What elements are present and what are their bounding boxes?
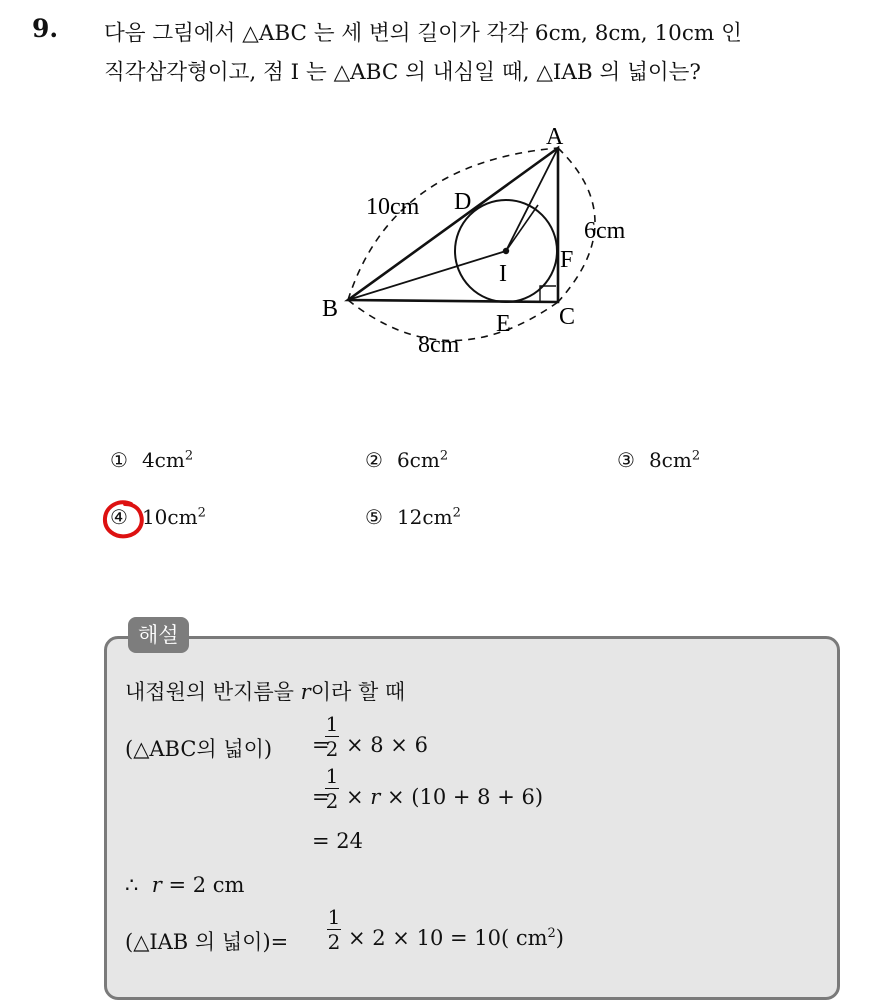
choice-5-exponent: 2 [452, 505, 461, 521]
solution-expr-3-close: ) [555, 926, 564, 950]
incenter-point [503, 248, 509, 254]
segment-ia [506, 148, 558, 251]
question-text-line-2: 직각삼각형이고, 점 I 는 △ABC 의 내심일 때, △IAB 의 넓이는? [104, 60, 701, 85]
choice-1-value: 4cm [141, 448, 185, 472]
question-text-line-1: 다음 그림에서 △ABC 는 세 변의 길이가 각각 6cm, 8cm, 10cm 인 [104, 21, 742, 46]
solution-eq-1: = [312, 733, 330, 757]
solution-frac-1 [324, 712, 340, 761]
solution-frac-2-num: 1 [325, 764, 339, 788]
solution-iab-label: (△IAB 의 넓이)= [125, 930, 289, 954]
label-e: E [496, 311, 511, 337]
solution-expr-3-exp: 2 [547, 926, 556, 941]
choice-4-exponent: 2 [197, 505, 206, 521]
segment-ib [348, 251, 506, 300]
label-c: C [559, 304, 576, 330]
triangle-abc [348, 148, 558, 302]
solution-area-label: (△ABC의 넓이) [125, 737, 273, 761]
right-angle-marker [540, 286, 556, 302]
solution-frac-1-num: 1 [325, 712, 339, 736]
label-side-bc: 8cm [418, 332, 460, 358]
solution-frac-1-den: 2 [325, 737, 339, 761]
solution-line-1-a: 내접원의 반지름을 [125, 680, 294, 704]
solution-r-var: r [151, 873, 162, 897]
solution-therefore: ∴ [125, 873, 139, 897]
solution-expr-2-b: × (10 + 8 + 6) [387, 785, 544, 809]
solution-tag: 해설 [128, 617, 189, 653]
solution-line-1-var: r [300, 680, 311, 704]
choice-2[interactable] [365, 448, 448, 472]
choice-5[interactable] [365, 505, 461, 529]
solution-expr-3-main: × 2 × 10 = 10( cm [348, 926, 548, 950]
label-f: F [560, 247, 574, 273]
solution-r-rest: = 2 cm [168, 873, 245, 897]
label-a: A [546, 124, 564, 150]
choice-4-number: ④ [110, 505, 128, 529]
solution-expr-2 [346, 785, 543, 809]
solution-frac-3-num: 1 [327, 905, 341, 929]
choice-3-exponent: 2 [691, 448, 701, 464]
choice-2-exponent: 2 [439, 448, 449, 464]
solution-expr-1: × 8 × 6 [346, 733, 428, 757]
solution-expr-2-a: × [346, 785, 364, 809]
choice-1-number: ① [110, 448, 128, 472]
choice-5-number: ⑤ [365, 505, 383, 529]
label-i: I [499, 261, 507, 287]
solution-frac-2-den: 2 [325, 789, 339, 813]
solution-eq-2: = [312, 785, 330, 809]
choice-2-value: 6cm [396, 448, 440, 472]
choice-3-value: 8cm [648, 448, 692, 472]
label-d: D [454, 189, 472, 215]
solution-r-line [125, 873, 244, 897]
solution-line-1-b: 이라 할 때 [310, 680, 406, 704]
answer-mark-circle [101, 498, 147, 540]
choice-3[interactable] [617, 448, 700, 472]
label-side-ab: 10cm [366, 194, 420, 220]
segment-id [506, 205, 538, 251]
label-b: B [322, 296, 339, 322]
choice-1[interactable] [110, 448, 193, 472]
solution-frac-3-den: 2 [327, 930, 341, 954]
solution-expr-3 [348, 926, 564, 950]
choice-4-value: 10cm [141, 505, 198, 529]
triangle-figure [0, 0, 884, 400]
solution-frac-3 [326, 905, 342, 954]
choice-2-number: ② [365, 448, 383, 472]
solution-line-1 [125, 676, 405, 706]
solution-result-1: = 24 [312, 829, 363, 853]
choice-1-exponent: 2 [184, 448, 194, 464]
choice-5-value: 12cm [396, 505, 453, 529]
solution-expr-2-var: r [370, 785, 381, 809]
label-side-ac: 6cm [584, 218, 626, 244]
solution-frac-2 [324, 764, 340, 813]
choice-3-number: ③ [617, 448, 635, 472]
question-number: 9. [32, 14, 59, 43]
